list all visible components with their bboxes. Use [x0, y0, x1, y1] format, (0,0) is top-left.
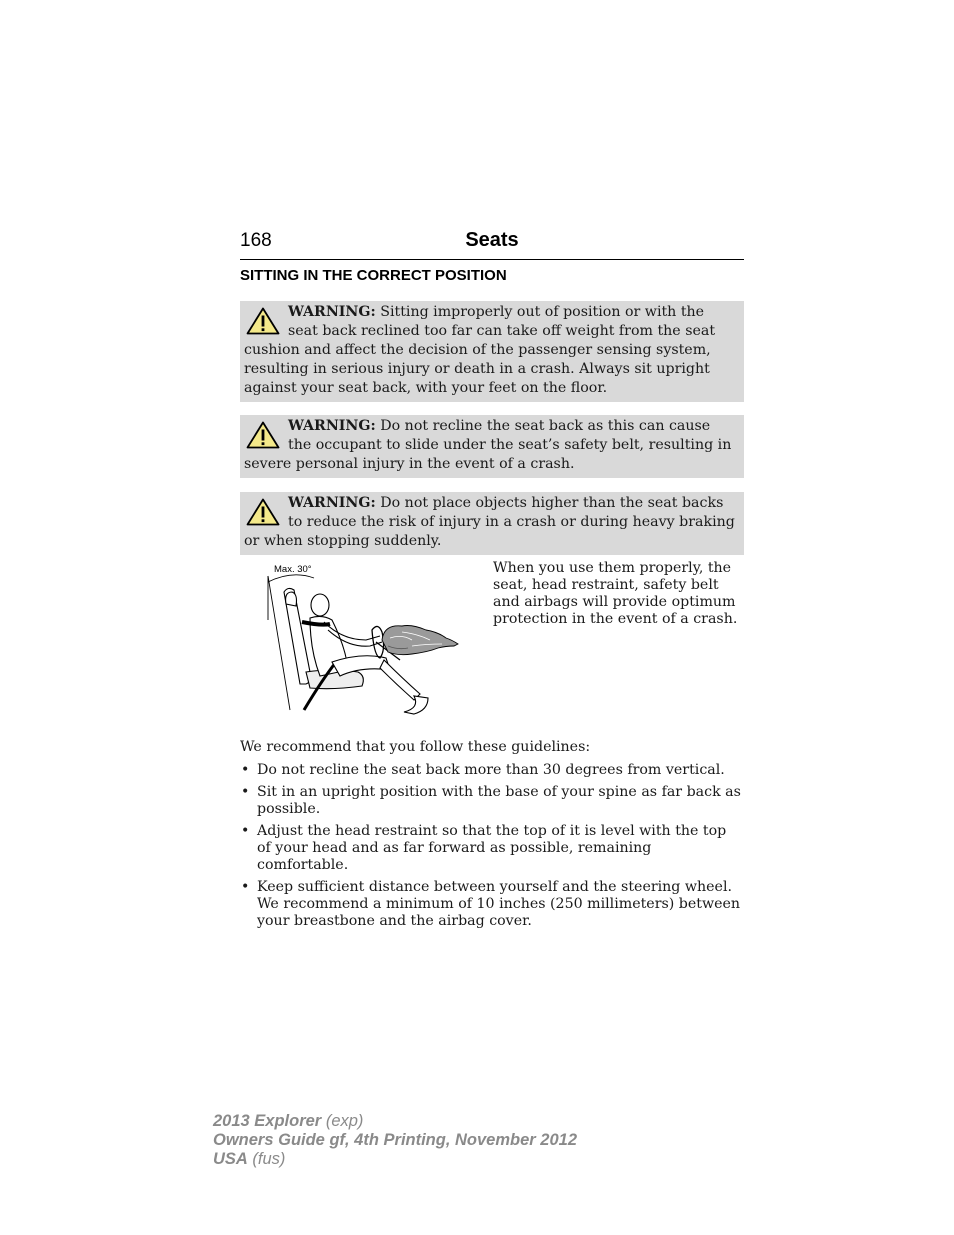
page-footer — [213, 1112, 577, 1169]
seated-occupant-illustration — [262, 560, 462, 718]
footer-market-code: (fus) — [247, 1150, 286, 1168]
warning-text: Sitting improperly out of position or with the seat back reclined too far can take off weight from the seat cushion and affect the decision of the passenger sensing system, resulting in serious injury or death in a crash. Always sit upright against your seat back, with your feet on the floor. — [244, 304, 716, 396]
footer-line-market — [213, 1150, 577, 1169]
warning-triangle-icon — [246, 307, 280, 335]
footer-printing: Owners Guide gf, 4th Printing, November 2012 — [213, 1131, 577, 1149]
bullet: • — [241, 823, 250, 839]
list-item-text: Sit in an upright position with the base of your spine as far back as possible. — [257, 784, 741, 817]
bullet: • — [241, 762, 250, 778]
list-item-text: Do not recline the seat back more than 30 degrees from vertical. — [257, 762, 725, 778]
list-item-text: Keep sufficient distance between yourself and the steering wheel. We recommend a minimum of 10 inches (250 millimeters) between your breastbone and the airbag cover. — [257, 879, 741, 929]
footer-market: USA — [213, 1150, 248, 1168]
warning-box — [240, 301, 744, 402]
section-title: SITTING IN THE CORRECT POSITION — [240, 267, 507, 284]
bullet: • — [241, 784, 250, 800]
footer-line-model — [213, 1112, 577, 1131]
page-header — [240, 228, 744, 260]
warning-text: Do not recline the seat back as this can cause the occupant to slide under the seat’s safety belt, resulting in severe personal injury in the event of a crash. — [244, 418, 732, 472]
list-item — [240, 879, 744, 930]
warning-label: WARNING: — [288, 418, 376, 434]
footer-model: 2013 Explorer — [213, 1112, 322, 1130]
guidelines-list — [240, 762, 744, 935]
warning-box — [240, 415, 744, 478]
warning-label: WARNING: — [288, 495, 376, 511]
list-item-text: Adjust the head restraint so that the top of it is level with the top of your head and as far forward as possible, remaining comfortable. — [257, 823, 727, 873]
warning-triangle-icon — [246, 498, 280, 526]
warning-label: WARNING: — [288, 304, 376, 320]
list-item — [240, 762, 744, 779]
bullet: • — [241, 879, 250, 895]
footer-line-printing — [213, 1131, 577, 1150]
max-angle-label: Max. 30° — [274, 564, 312, 575]
footer-model-code: (exp) — [321, 1112, 364, 1130]
chapter-title: Seats — [465, 229, 519, 251]
warning-text: Do not place objects higher than the seat backs to reduce the risk of injury in a crash or during heavy braking or when stopping suddenly. — [244, 495, 735, 549]
figure-caption: When you use them properly, the seat, head restraint, safety belt and airbags will provide optimum protection in the event of a crash. — [493, 560, 738, 627]
guidelines-intro: We recommend that you follow these guidelines: — [240, 739, 591, 755]
list-item — [240, 823, 744, 874]
page-number: 168 — [240, 230, 272, 251]
list-item — [240, 784, 744, 818]
warning-triangle-icon — [246, 421, 280, 449]
warning-box — [240, 492, 744, 555]
